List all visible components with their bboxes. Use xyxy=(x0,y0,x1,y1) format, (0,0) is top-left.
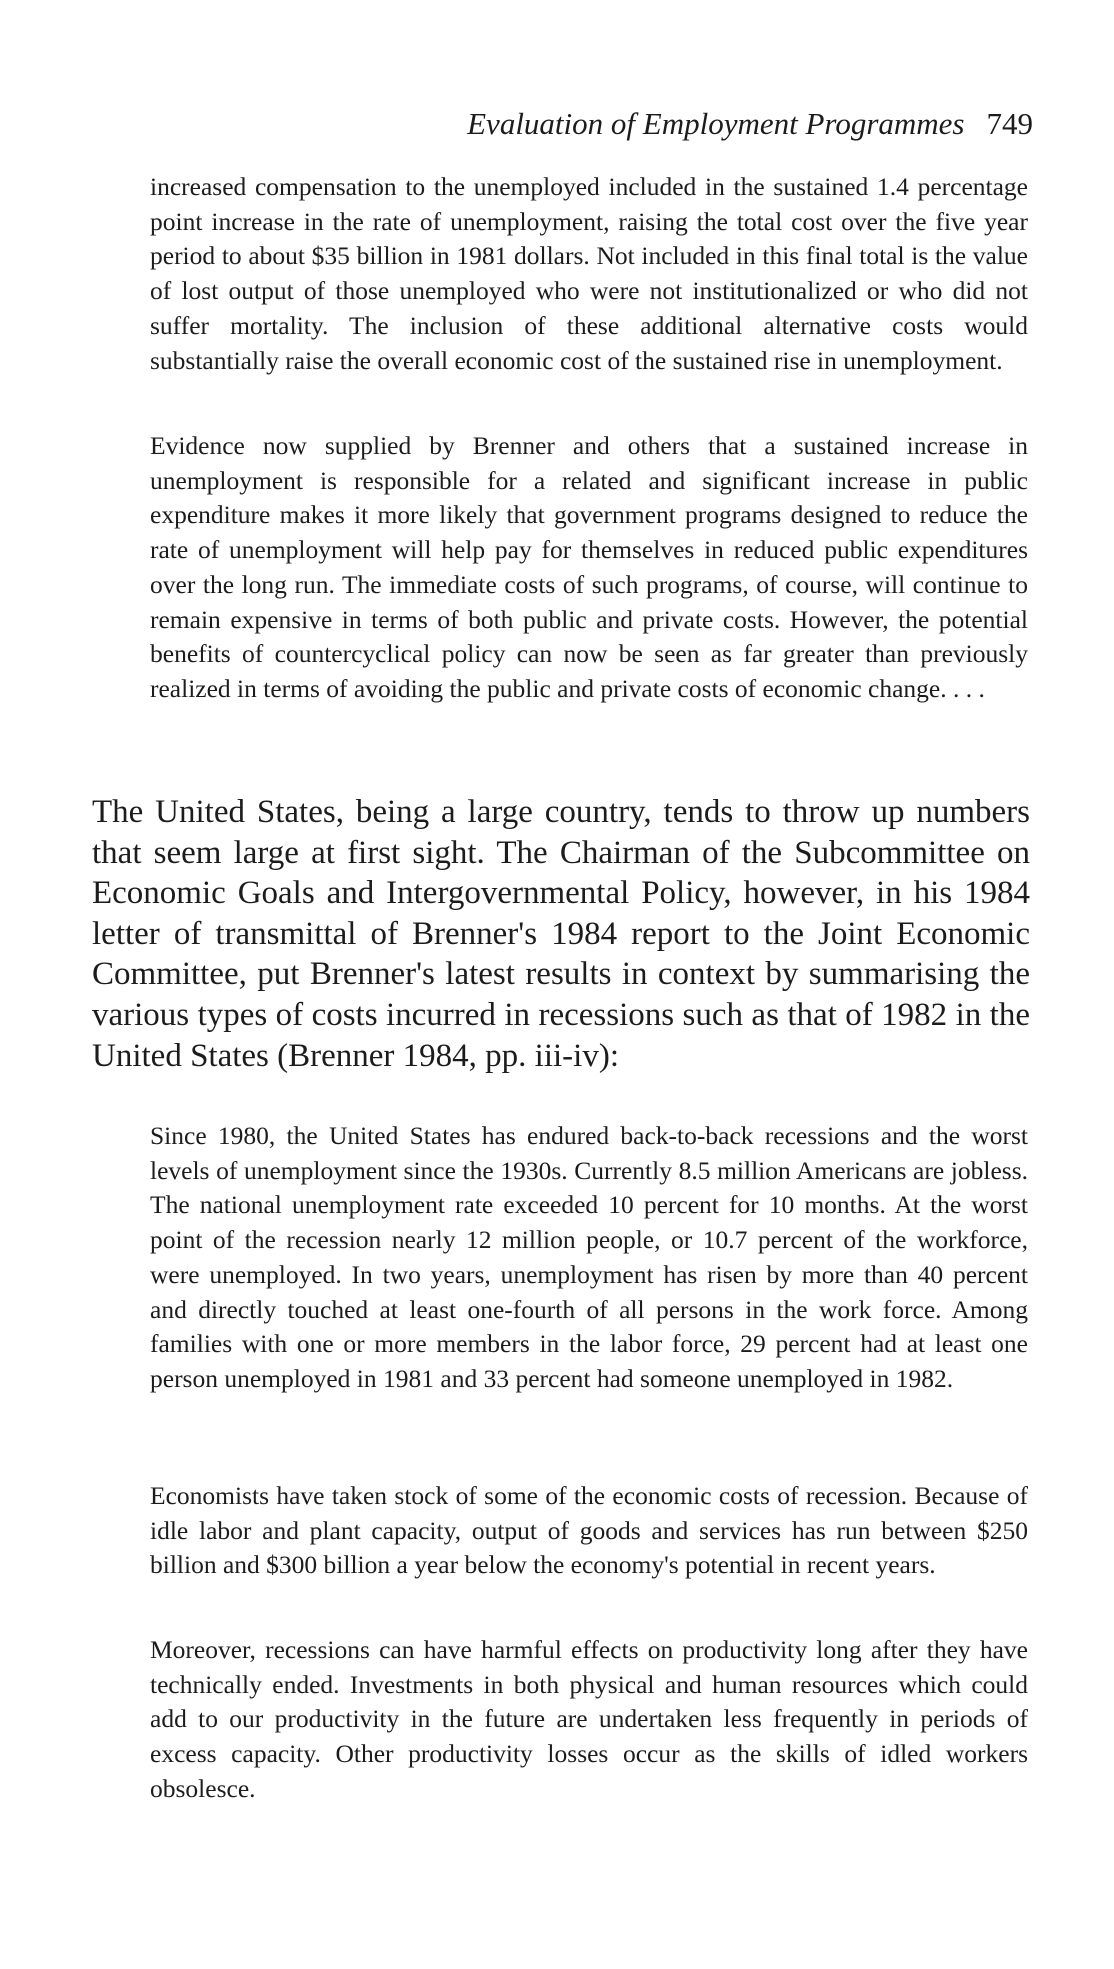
block-quote-paragraph-5: Moreover, recessions can have harmful effects on productivity long after they have technically ended. Investments in both physical and human resources which could add to our productivity in the future are undertaken less frequently in periods of excess capacity. Other productivity losses occur as the skills of idled workers obsolesce. xyxy=(150,1635,1028,1803)
body-paragraph: The United States, being a large country, tends to throw up numbers that seem large at first sight. The Chairman of the Subcommittee on Economic Goals and Intergovernmental Policy, however, in his 1984 letter of transmittal of Brenner's 1984 report to the Joint Economic Committee, put Brenner's latest results in context by summarising the various types of costs incurred in recessions such as that of 1982 in the United States (Brenner 1984, pp. iii-iv): xyxy=(92,794,1030,1074)
block-quote-paragraph-1: increased compensation to the unemployed included in the sustained 1.4 percentage point increase in the rate of unemployment, raising the total cost over the five year period to about $35 billion in 1981 dollars. Not included in this final total is the value of lost output of those unemployed who were not institutionalized or who did not suffer mortality. The inclusion of these additional alternative costs would substantially raise the overall economic cost of the sustained rise in unemployment. xyxy=(150,172,1028,375)
block-quote-paragraph-2: Evidence now supplied by Brenner and others that a sustained increase in unemployment is responsible for a related and significant increase in public expenditure makes it more likely that government programs designed to reduce the rate of unemployment will help pay for themselves in reduced public expenditures over the long run. The immediate costs of such programs, of course, will continue to remain expensive in terms of both public and private costs. However, the potential benefits of countercyclical policy can now be seen as far greater than previously realized in terms of avoiding the public and private costs of economic change. . . . xyxy=(150,431,1028,703)
page-number: 749 xyxy=(986,106,1033,141)
block-quote-paragraph-3: Since 1980, the United States has endured back-to-back recessions and the worst levels of unemployment since the 1930s. Currently 8.5 million Americans are jobless. The national unemployment rate exceeded 10 percent for 10 months. At the worst point of the recession nearly 12 million people, or 10.7 percent of the workforce, were unemployed. In two years, unemployment has risen by more than 40 percent and directly touched at least one-fourth of all persons in the work force. Among families with one or more members in the labor force, 29 percent had at least one person unemployed in 1981 and 33 percent had someone unemployed in 1982. xyxy=(150,1121,1028,1393)
running-head xyxy=(150,106,1033,142)
block-quote-paragraph-4: Economists have taken stock of some of the economic costs of recession. Because of idle labor and plant capacity, output of goods and services has run between $250 billion and $300 billion a year below the economy's potential in recent years. xyxy=(150,1481,1028,1580)
running-head-title: Evaluation of Employment Programmes xyxy=(467,106,965,141)
